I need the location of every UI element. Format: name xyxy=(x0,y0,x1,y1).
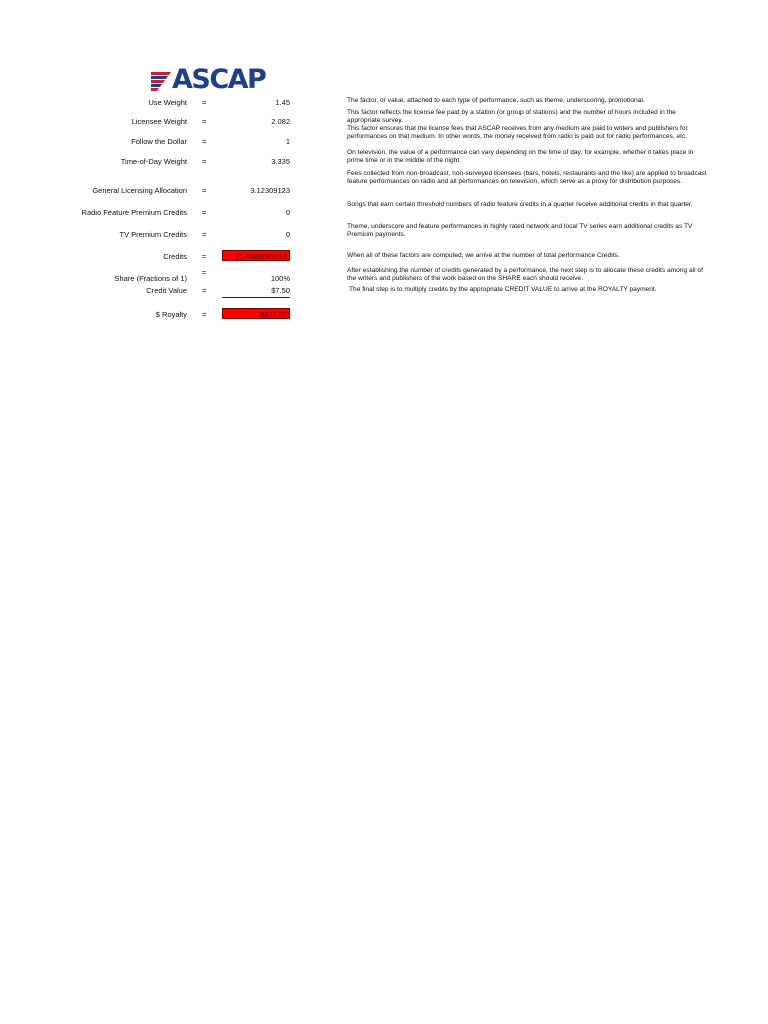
equals-sign: = xyxy=(202,268,207,277)
row-value: 3.12309123 xyxy=(250,186,290,195)
credits-value-cell: 31.4488083010 xyxy=(222,250,290,261)
equals-sign: = xyxy=(202,157,207,166)
row-general-licensing-allocation xyxy=(0,170,768,198)
equals-sign: = xyxy=(202,186,207,195)
row-label: $ Royalty xyxy=(155,310,187,319)
equals-sign: = xyxy=(202,230,207,239)
row-value: 3.335 xyxy=(271,157,290,166)
equals-sign: = xyxy=(202,117,207,126)
row-use-weight xyxy=(0,96,768,110)
equals-sign: = xyxy=(202,252,207,261)
ascap-logo xyxy=(149,64,275,95)
row-description: The final step is to multiply credits by the appropriate CREDIT VALUE to arrive at the ROYALTY payment. xyxy=(349,286,657,293)
row-description: On television, the value of a performance can vary depending on the time of day; for example, whether it takes place in prime time or in the middle of the night. xyxy=(347,149,694,164)
row-label: Licensee Weight xyxy=(131,117,187,126)
royalty-value-cell: $235.87 xyxy=(222,308,290,319)
equals-sign: = xyxy=(202,137,207,146)
row-label: Follow the Dollar xyxy=(131,137,187,146)
row-credit-value xyxy=(0,284,768,298)
row-value: 0 xyxy=(285,208,290,217)
row-credits xyxy=(0,250,768,264)
equals-sign: = xyxy=(202,286,207,295)
row-royalty xyxy=(0,308,768,322)
row-description: Songs that earn certain threshold numbers of radio feature credits in a quarter receive additional credits in that quarter. xyxy=(347,201,693,208)
row-label: Time-of-Day Weight xyxy=(120,157,187,166)
row-follow-the-dollar xyxy=(0,125,768,149)
logo-wordmark: ASCAP xyxy=(172,64,266,95)
equals-sign: = xyxy=(202,98,207,107)
row-label: Share (Fractions of 1) xyxy=(114,274,187,283)
row-value: 100% xyxy=(270,274,290,283)
row-value: 2.082 xyxy=(271,117,290,126)
row-description: This factor reflects the license fee paid by a station (or group of stations) and the number of hours included in the appropriate survey. xyxy=(347,109,676,124)
row-value: $7.50 xyxy=(222,286,290,298)
row-label: Radio Feature Premium Credits xyxy=(81,208,187,217)
row-label: Credits xyxy=(163,252,187,261)
row-label: General Licensing Allocation xyxy=(92,186,187,195)
row-description: After establishing the number of credits generated by a performance, the next step is to allocate these credits among all of the writers and publishers of the work based on the SHARE each should receive. xyxy=(347,267,703,282)
row-radio-feature-premium-credits xyxy=(0,201,768,220)
row-label: Credit Value xyxy=(146,286,187,295)
row-description: This factor ensures that the license fees that ASCAP receives from any medium are paid to writers and publishers for performances on that medium. In other words, the money received from radio is paid out for radio performances, etc. xyxy=(347,125,688,140)
row-value: 0 xyxy=(285,230,290,239)
equals-sign: = xyxy=(202,310,207,319)
row-description: Fees collected from non-broadcast, non-surveyed licensees (bars, hotels, restaurants and the like) are applied to broadcast feature performances on radio and all performances on television, which serve as a proxy for distribution purposes. xyxy=(347,170,707,185)
row-label: TV Premium Credits xyxy=(119,230,187,239)
equals-sign: = xyxy=(202,208,207,217)
row-value: 1.45 xyxy=(275,98,290,107)
flag-icon xyxy=(149,69,173,93)
row-tv-premium-credits xyxy=(0,223,768,242)
row-label: Use Weight xyxy=(148,98,187,107)
row-time-of-day-weight xyxy=(0,149,768,169)
row-description: Theme, underscore and feature performances in highly rated network and local TV series earn additional credits as TV Premium payments. xyxy=(347,223,693,238)
row-description: The factor, or value, attached to each type of performance, such as theme, underscoring, promotional. xyxy=(347,97,645,104)
row-value: 1 xyxy=(285,137,290,146)
row-description: When all of these factors are computed, we arrive at the number of total performance Credits. xyxy=(347,252,620,259)
